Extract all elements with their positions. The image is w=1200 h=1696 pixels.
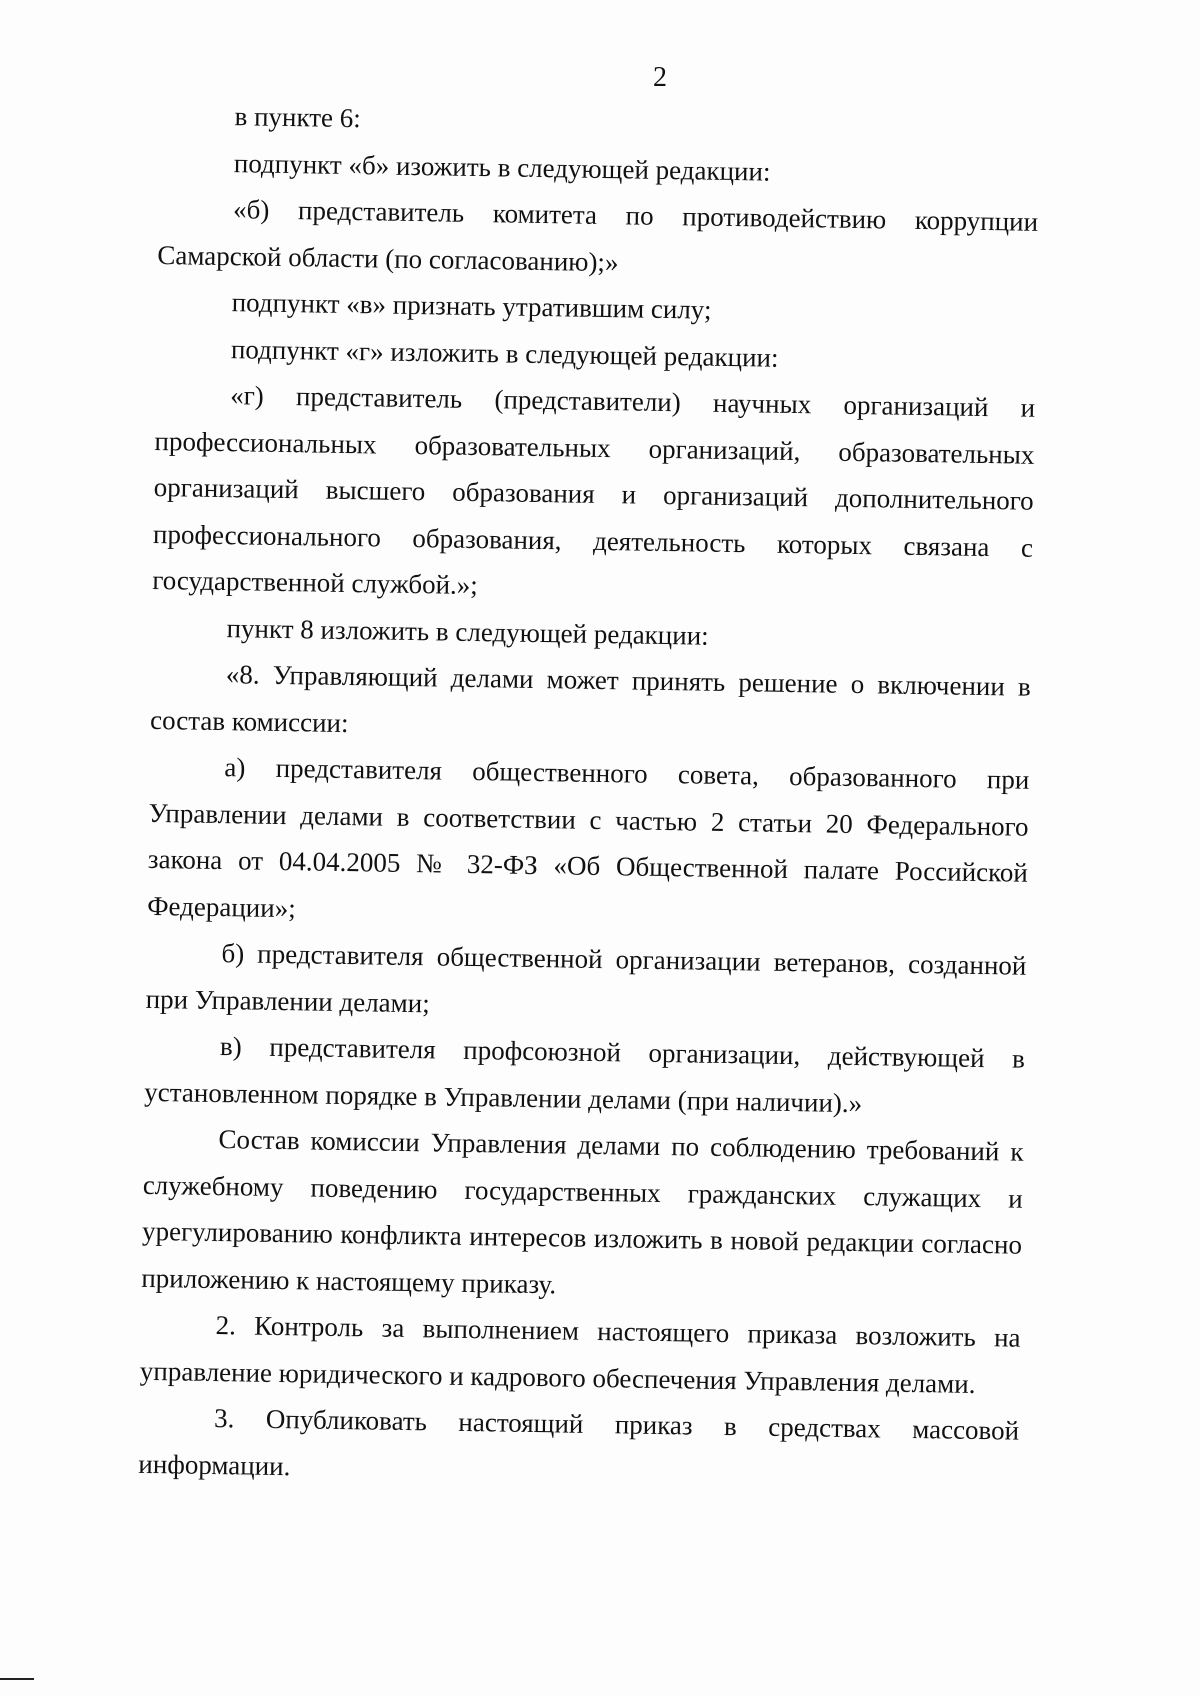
- document-body: [138, 92, 1040, 1501]
- paragraph-item-8-a: а) представителя общественного совета, образованного при Управлении делами в соответствии с частью 2 статьи 20 Федерального закона от 04.04.2005 № 32-ФЗ «Об Общественной палате Российской Федерации»;: [146, 752, 1030, 923]
- paragraph-subitem-g-instruction: подпункт «г» изложить в следующей редакции:: [230, 333, 779, 373]
- paragraph-item-8-v: в) представителя профсоюзной организации, действующей в установленном порядке в Управлении делами (при наличии).»: [144, 1031, 1026, 1118]
- paragraph-point-2: 2. Контроль за выполнением настоящего приказа возложить на управление юридического и кадрового обеспечения Управления делами.: [139, 1310, 1021, 1399]
- paragraph-subitem-g-text: «г) представитель (представители) научных организаций и профессиональных образовательных организаций, образовательных организаций высшего образования и организаций дополнительного профессионального образования, деятельность которых связана с государственной службой.»;: [152, 380, 1036, 601]
- paragraph-subitem-b-text: «б) представитель комитета по противодействию коррупции Самарской области (по согласованию);»: [157, 194, 1039, 277]
- paragraph-point-3: 3. Опубликовать настоящий приказ в средствах массовой информации.: [138, 1403, 1020, 1481]
- paragraph-item-8-b: б) представителя общественной организации ветеранов, созданной при Управлении делами;: [145, 938, 1027, 1018]
- paragraph-item-8-text: «8. Управляющий делами может принять решение о включении в состав комиссии:: [149, 659, 1032, 738]
- paragraph-item-8-instruction: пункт 8 изложить в следующей редакции:: [226, 612, 709, 651]
- page-number: 2: [653, 62, 667, 93]
- paragraph-item-6: в пункте 6:: [234, 101, 362, 134]
- paragraph-subitem-b-instruction: подпункт «б» изожить в следующей редакции:: [233, 147, 771, 187]
- scan-edge-mark: [0, 1678, 34, 1680]
- paragraph-commission-composition: Состав комиссии Управления делами по соблюдению требований к служебному поведению государственных гражданских служащих и урегулированию конфликта интересов изложить в новой редакции согласно приложению к настоящему приказу.: [141, 1124, 1024, 1299]
- paragraph-subitem-v-instruction: подпункт «в» признать утратившим силу;: [231, 287, 712, 325]
